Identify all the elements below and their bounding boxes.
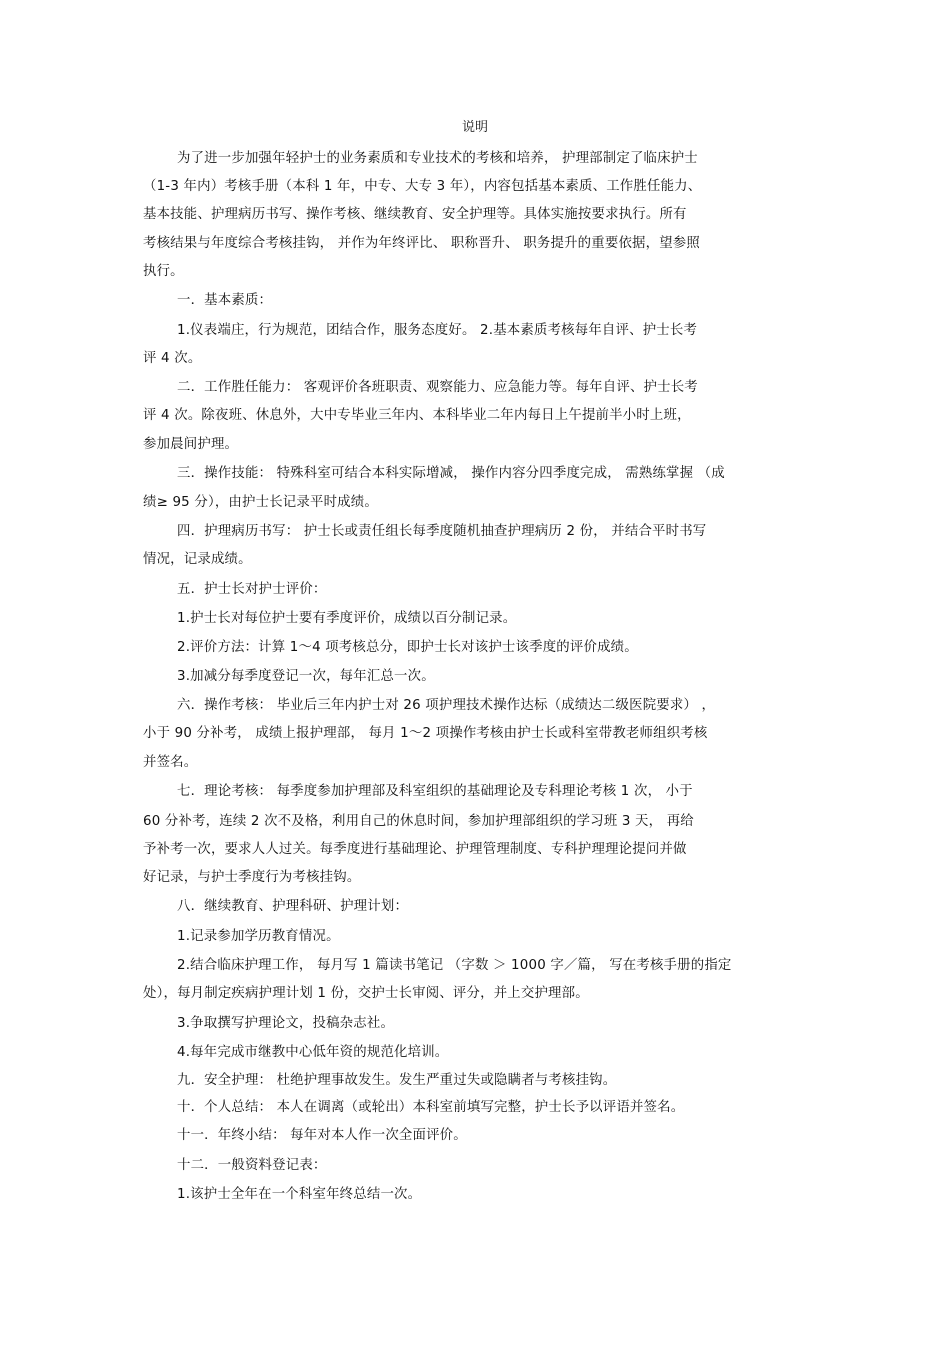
section-heading: 七．理论考核： 每季度参加护理部及科室组织的基础理论及专科理论考核 1 次， 小于 — [177, 784, 693, 799]
paragraph-line: 绩≥ 95 分），由护士长记录平时成绩。 — [143, 495, 378, 510]
paragraph-line: 为了进一步加强年轻护士的业务素质和专业技术的考核和培养， 护理部制定了临床护士 — [177, 151, 698, 166]
section-heading: 四．护理病历书写： 护士长或责任组长每季度随机抽查护理病历 2 份， 并结合平时书写 — [177, 524, 707, 539]
section-heading: 二．工作胜任能力： 客观评价各班职责、观察能力、应急能力等。每年自评、护士长考 — [177, 380, 698, 395]
paragraph-line: （1-3 年内）考核手册（本科 1 年，中专、大专 3 年），内容包括基本素质、工作胜任能力、 — [143, 179, 702, 194]
paragraph-line: 1.记录参加学历教育情况。 — [177, 929, 340, 944]
paragraph-line: 并签名。 — [143, 755, 198, 770]
paragraph-line: 予补考一次，要求人人过关。每季度进行基础理论、护理管理制度、专科护理理论提问并做 — [143, 842, 687, 857]
section-heading: 六．操作考核： 毕业后三年内护士对 26 项护理技术操作达标（成绩达二级医院要求） ， — [177, 698, 716, 713]
paragraph-line: 1.该护士全年在一个科室年终总结一次。 — [177, 1187, 422, 1202]
paragraph-line: 3.加减分每季度登记一次，每年汇总一次。 — [177, 669, 435, 684]
paragraph-line: 好记录，与护士季度行为考核挂钩。 — [143, 870, 361, 885]
paragraph-line: 1.仪表端庄，行为规范，团结合作，服务态度好。 2.基本素质考核每年自评、护士长考 — [177, 323, 698, 338]
section-heading: 一．基本素质： — [177, 293, 273, 308]
paragraph-line: 处），每月制定疾病护理计划 1 份，交护士长审阅、评分，并上交护理部。 — [143, 986, 589, 1001]
section-heading: 十一．年终小结： 每年对本人作一次全面评价。 — [177, 1128, 467, 1143]
paragraph-line: 60 分补考，连续 2 次不及格，利用自己的休息时间，参加护理部组织的学习班 3 天， 再给 — [143, 814, 694, 829]
section-heading: 九．安全护理： 杜绝护理事故发生。发生严重过失或隐瞒者与考核挂钩。 — [177, 1073, 617, 1088]
section-heading: 十．个人总结： 本人在调离（或轮出）本科室前填写完整，护士长予以评语并签名。 — [177, 1100, 685, 1115]
paragraph-line: 情况，记录成绩。 — [143, 552, 252, 567]
paragraph-line: 执行。 — [143, 264, 184, 279]
paragraph-line: 4.每年完成市继教中心低年资的规范化培训。 — [177, 1045, 449, 1060]
section-heading: 三．操作技能： 特殊科室可结合本科实际增减， 操作内容分四季度完成， 需熟练掌握 （成 — [177, 466, 725, 481]
section-heading: 五．护士长对护士评价： — [177, 582, 327, 597]
paragraph-line: 2.评价方法：计算 1～4 项考核总分，即护士长对该护士该季度的评价成绩。 — [177, 640, 638, 655]
section-heading: 十二．一般资料登记表： — [177, 1158, 327, 1173]
paragraph-line: 小于 90 分补考， 成绩上报护理部， 每月 1～2 项操作考核由护士长或科室带教老师组织考核 — [143, 726, 708, 741]
paragraph-line: 3.争取撰写护理论文，投稿杂志社。 — [177, 1016, 395, 1031]
paragraph-line: 参加晨间护理。 — [143, 437, 239, 452]
paragraph-line: 评 4 次。 — [143, 351, 202, 366]
paragraph-line: 基本技能、护理病历书写、操作考核、继续教育、安全护理等。具体实施按要求执行。所有 — [143, 207, 687, 222]
paragraph-line: 2.结合临床护理工作， 每月写 1 篇读书笔记 （字数 ＞ 1000 字／篇， 写在考核手册的指定 — [177, 958, 732, 973]
section-heading: 八．继续教育、护理科研、护理计划： — [177, 899, 409, 914]
paragraph-line: 评 4 次。除夜班、休息外，大中专毕业三年内、本科毕业二年内每日上午提前半小时上班， — [143, 408, 691, 423]
paragraph-line: 1.护士长对每位护士要有季度评价，成绩以百分制记录。 — [177, 611, 517, 626]
document-title: 说明 — [461, 120, 488, 135]
paragraph-line: 考核结果与年度综合考核挂钩， 并作为年终评比、 职称晋升、 职务提升的重要依据，望参照 — [143, 236, 700, 251]
